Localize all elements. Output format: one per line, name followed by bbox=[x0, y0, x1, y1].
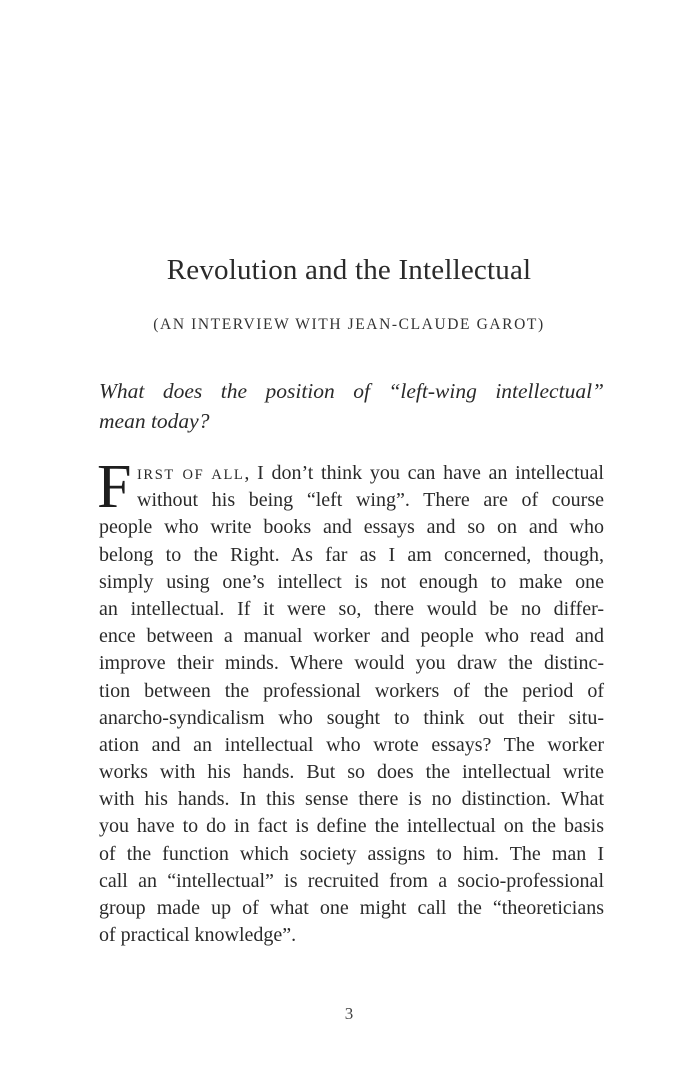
drop-cap: F bbox=[97, 453, 132, 521]
answer-line: of the function which society assigns to him. The man I bbox=[99, 842, 604, 865]
answer-line: you have to do in fact is define the intellectual on the basis bbox=[99, 815, 604, 838]
answer-line: call an “intellectual” is recruited from a socio-professional bbox=[99, 869, 604, 892]
answer-line: ation and an intellectual who wrote essays? The worker bbox=[99, 733, 604, 756]
question-line-1: What does the position of “left-wing intellectual” bbox=[99, 379, 604, 403]
answer-line: tion between the professional workers of the period of bbox=[99, 679, 604, 702]
answer-line: without his being “left wing”. There are of course bbox=[137, 489, 604, 512]
answer-line: simply using one’s intellect is not enough to make one bbox=[99, 570, 604, 593]
small-caps-opening: IRST OF ALL bbox=[137, 467, 245, 483]
chapter-subtitle bbox=[0, 316, 698, 334]
answer-line-text: , I don’t think you can have an intellectual bbox=[244, 462, 604, 484]
page-number: 3 bbox=[344, 1004, 354, 1023]
answer-paragraph bbox=[97, 453, 604, 949]
chapter-title: Revolution and the Intellectual bbox=[166, 254, 532, 286]
question-line-2: mean today? bbox=[99, 409, 210, 433]
answer-line: an intellectual. If it were so, there would be no differ- bbox=[99, 597, 604, 620]
answer-line: of practical knowledge”. bbox=[99, 924, 297, 947]
answer-line: works with his hands. But so does the intellectual write bbox=[99, 761, 604, 784]
answer-line: ence between a manual worker and people who read and bbox=[99, 625, 604, 648]
chapter-subtitle-text: (AN INTERVIEW WITH JEAN-CLAUDE GAROT) bbox=[153, 316, 545, 333]
answer-line bbox=[99, 460, 604, 487]
answer-line: anarcho-syndicalism who sought to think out their situ- bbox=[99, 706, 604, 729]
interview-question bbox=[99, 376, 604, 436]
answer-line: people who write books and essays and so on and who bbox=[99, 516, 604, 539]
answer-line: with his hands. In this sense there is no distinction. What bbox=[99, 788, 604, 811]
answer-line: group made up of what one might call the “theoreticians bbox=[99, 897, 604, 919]
answer-line: improve their minds. Where would you draw the distinc- bbox=[99, 652, 604, 675]
answer-line: belong to the Right. As far as I am concerned, though, bbox=[99, 543, 604, 566]
